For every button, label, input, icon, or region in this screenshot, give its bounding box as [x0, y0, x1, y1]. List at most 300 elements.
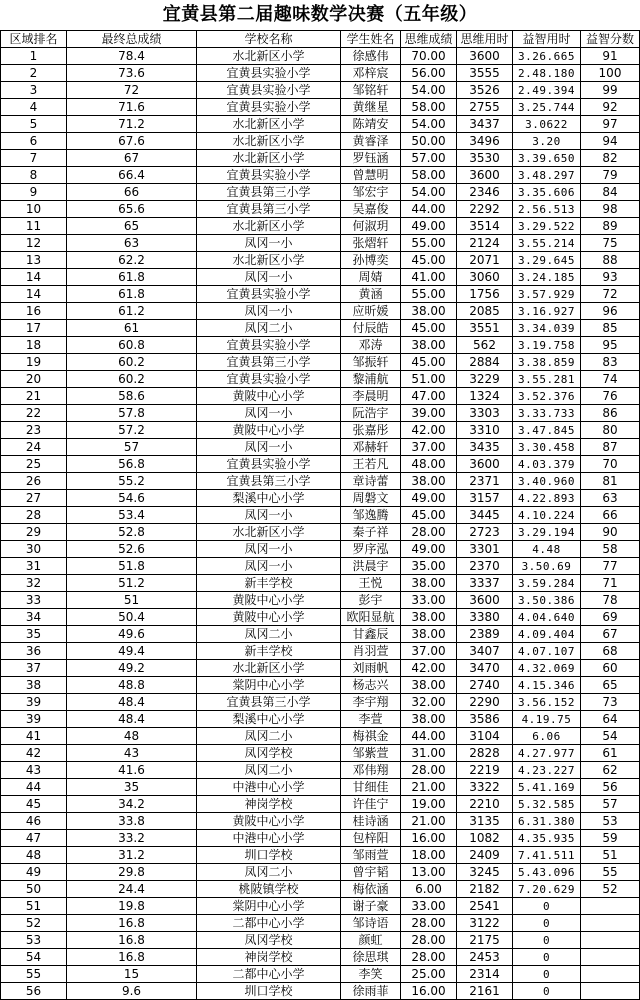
- cell-puzzle-time: 2.49.394: [513, 82, 581, 99]
- cell-student-name: 罗钰涵: [341, 150, 401, 167]
- cell-student-name: 邹紫萱: [341, 745, 401, 762]
- cell-total-score: 50.4: [67, 609, 197, 626]
- cell-rank: 32: [1, 575, 67, 592]
- cell-thinking-score: 55.00: [401, 235, 457, 252]
- cell-thinking-score: 49.00: [401, 541, 457, 558]
- cell-puzzle-time: 3.52.376: [513, 388, 581, 405]
- cell-student-name: 黎浦航: [341, 371, 401, 388]
- cell-total-score: 67.6: [67, 133, 197, 150]
- table-row: [1, 48, 640, 65]
- cell-total-score: 19.8: [67, 898, 197, 915]
- cell-rank: 16: [1, 303, 67, 320]
- cell-puzzle-score: 62: [581, 762, 640, 779]
- cell-total-score: 60.2: [67, 371, 197, 388]
- cell-total-score: 15: [67, 966, 197, 983]
- cell-rank: 13: [1, 252, 67, 269]
- page-title: 宜黄县第二届趣味数学决赛（五年级）: [162, 4, 478, 25]
- table-row: [1, 405, 640, 422]
- cell-student-name: 徐思琪: [341, 949, 401, 966]
- cell-puzzle-score: 68: [581, 643, 640, 660]
- cell-puzzle-score: [581, 966, 640, 983]
- cell-puzzle-time: 3.40.960: [513, 473, 581, 490]
- cell-student-name: 欧阳显航: [341, 609, 401, 626]
- cell-puzzle-score: 71: [581, 575, 640, 592]
- cell-total-score: 16.8: [67, 932, 197, 949]
- cell-rank: 51: [1, 898, 67, 915]
- cell-puzzle-time: 4.23.227: [513, 762, 581, 779]
- cell-rank: 27: [1, 490, 67, 507]
- cell-school: 圳口学校: [197, 983, 341, 1000]
- cell-school: 凤冈一小: [197, 235, 341, 252]
- cell-total-score: 49.4: [67, 643, 197, 660]
- cell-thinking-score: 6.00: [401, 881, 457, 898]
- cell-thinking-time: 3122: [457, 915, 513, 932]
- cell-thinking-time: 3060: [457, 269, 513, 286]
- cell-student-name: 邹诗语: [341, 915, 401, 932]
- cell-puzzle-time: 3.33.733: [513, 405, 581, 422]
- cell-school: 新丰学校: [197, 643, 341, 660]
- cell-student-name: 邓赫轩: [341, 439, 401, 456]
- cell-thinking-score: 50.00: [401, 133, 457, 150]
- cell-student-name: 刘雨帆: [341, 660, 401, 677]
- cell-thinking-time: 3157: [457, 490, 513, 507]
- cell-school: 二都中心小学: [197, 966, 341, 983]
- results-table: [0, 30, 640, 1000]
- cell-thinking-time: 2124: [457, 235, 513, 252]
- cell-rank: 43: [1, 762, 67, 779]
- table-row: [1, 966, 640, 983]
- cell-puzzle-score: 74: [581, 371, 640, 388]
- cell-puzzle-time: 3.25.744: [513, 99, 581, 116]
- table-row: [1, 830, 640, 847]
- cell-school: 凤冈二小: [197, 626, 341, 643]
- cell-rank: 14: [1, 269, 67, 286]
- cell-puzzle-score: 90: [581, 524, 640, 541]
- table-row: [1, 167, 640, 184]
- cell-thinking-time: 1082: [457, 830, 513, 847]
- table-row: [1, 932, 640, 949]
- cell-school: 宜黄县实验小学: [197, 286, 341, 303]
- cell-school: 凤冈二小: [197, 864, 341, 881]
- cell-thinking-score: 16.00: [401, 830, 457, 847]
- table-row: [1, 507, 640, 524]
- cell-thinking-time: 2219: [457, 762, 513, 779]
- cell-school: 宜黄县第三小学: [197, 473, 341, 490]
- cell-thinking-score: 38.00: [401, 677, 457, 694]
- cell-student-name: 黄睿泽: [341, 133, 401, 150]
- cell-thinking-score: 56.00: [401, 65, 457, 82]
- cell-school: 黄陂中心小学: [197, 422, 341, 439]
- cell-student-name: 曾宇韬: [341, 864, 401, 881]
- cell-school: 凤冈一小: [197, 558, 341, 575]
- cell-puzzle-time: 3.38.859: [513, 354, 581, 371]
- cell-thinking-time: 2371: [457, 473, 513, 490]
- cell-thinking-score: 38.00: [401, 575, 457, 592]
- cell-puzzle-score: 76: [581, 388, 640, 405]
- cell-puzzle-score: 77: [581, 558, 640, 575]
- cell-total-score: 51: [67, 592, 197, 609]
- table-row: [1, 354, 640, 371]
- cell-school: 凤冈一小: [197, 303, 341, 320]
- cell-puzzle-time: 3.59.284: [513, 575, 581, 592]
- table-row: [1, 439, 640, 456]
- cell-total-score: 51.8: [67, 558, 197, 575]
- cell-total-score: 16.8: [67, 949, 197, 966]
- cell-puzzle-score: 81: [581, 473, 640, 490]
- cell-thinking-time: 3555: [457, 65, 513, 82]
- table-row: [1, 99, 640, 116]
- cell-thinking-score: 42.00: [401, 422, 457, 439]
- cell-rank: 37: [1, 660, 67, 677]
- cell-thinking-score: 21.00: [401, 779, 457, 796]
- cell-school: 宜黄县实验小学: [197, 65, 341, 82]
- cell-rank: 42: [1, 745, 67, 762]
- cell-rank: 7: [1, 150, 67, 167]
- cell-student-name: 王若凡: [341, 456, 401, 473]
- cell-puzzle-score: 79: [581, 167, 640, 184]
- cell-rank: 14: [1, 286, 67, 303]
- cell-thinking-time: 2182: [457, 881, 513, 898]
- cell-rank: 24: [1, 439, 67, 456]
- table-row: [1, 184, 640, 201]
- header-rank: 区域排名: [1, 31, 67, 48]
- cell-student-name: 邓伟翔: [341, 762, 401, 779]
- table-row: [1, 592, 640, 609]
- cell-student-name: 李晨明: [341, 388, 401, 405]
- cell-school: 中港中心小学: [197, 779, 341, 796]
- cell-thinking-score: 38.00: [401, 303, 457, 320]
- cell-school: 凤冈一小: [197, 405, 341, 422]
- table-row: [1, 864, 640, 881]
- table-row: [1, 813, 640, 830]
- cell-rank: 50: [1, 881, 67, 898]
- cell-rank: 6: [1, 133, 67, 150]
- cell-rank: 8: [1, 167, 67, 184]
- cell-puzzle-time: 3.39.650: [513, 150, 581, 167]
- cell-thinking-score: 35.00: [401, 558, 457, 575]
- cell-thinking-time: 2290: [457, 694, 513, 711]
- cell-total-score: 55.2: [67, 473, 197, 490]
- cell-puzzle-score: 52: [581, 881, 640, 898]
- cell-puzzle-score: 78: [581, 592, 640, 609]
- cell-student-name: 周磐文: [341, 490, 401, 507]
- cell-student-name: 邹逸腾: [341, 507, 401, 524]
- cell-school: 水北新区小学: [197, 133, 341, 150]
- cell-total-score: 60.2: [67, 354, 197, 371]
- cell-total-score: 57: [67, 439, 197, 456]
- cell-student-name: 徐雨菲: [341, 983, 401, 1000]
- cell-total-score: 61.8: [67, 286, 197, 303]
- cell-thinking-score: 45.00: [401, 354, 457, 371]
- header-puzzle-time: 益智用时: [513, 31, 581, 48]
- cell-thinking-time: 2210: [457, 796, 513, 813]
- cell-puzzle-time: 2.56.513: [513, 201, 581, 218]
- cell-school: 梨溪中心小学: [197, 711, 341, 728]
- cell-student-name: 洪晨宇: [341, 558, 401, 575]
- cell-total-score: 57.2: [67, 422, 197, 439]
- table-row: [1, 286, 640, 303]
- cell-thinking-time: 562: [457, 337, 513, 354]
- table-row: [1, 65, 640, 82]
- cell-student-name: 张嘉彤: [341, 422, 401, 439]
- cell-total-score: 61.8: [67, 269, 197, 286]
- cell-puzzle-time: 3.19.758: [513, 337, 581, 354]
- cell-total-score: 57.8: [67, 405, 197, 422]
- cell-rank: 44: [1, 779, 67, 796]
- cell-puzzle-score: 91: [581, 48, 640, 65]
- cell-puzzle-time: 0: [513, 915, 581, 932]
- cell-puzzle-time: 3.16.927: [513, 303, 581, 320]
- cell-puzzle-time: 5.32.585: [513, 796, 581, 813]
- cell-school: 新丰学校: [197, 575, 341, 592]
- cell-rank: 35: [1, 626, 67, 643]
- cell-puzzle-time: 7.41.511: [513, 847, 581, 864]
- cell-student-name: 应昕媛: [341, 303, 401, 320]
- cell-thinking-score: 28.00: [401, 932, 457, 949]
- cell-thinking-score: 58.00: [401, 99, 457, 116]
- cell-student-name: 彭宇: [341, 592, 401, 609]
- cell-thinking-time: 2828: [457, 745, 513, 762]
- cell-rank: 20: [1, 371, 67, 388]
- cell-thinking-score: 28.00: [401, 762, 457, 779]
- table-row: [1, 524, 640, 541]
- cell-thinking-score: 37.00: [401, 439, 457, 456]
- cell-school: 凤冈一小: [197, 269, 341, 286]
- table-row: [1, 881, 640, 898]
- cell-puzzle-score: 70: [581, 456, 640, 473]
- cell-puzzle-time: 3.55.214: [513, 235, 581, 252]
- cell-rank: 31: [1, 558, 67, 575]
- table-row: [1, 626, 640, 643]
- cell-student-name: 甘细佳: [341, 779, 401, 796]
- cell-school: 宜黄县实验小学: [197, 167, 341, 184]
- table-row: [1, 660, 640, 677]
- cell-thinking-score: 25.00: [401, 966, 457, 983]
- cell-thinking-score: 39.00: [401, 405, 457, 422]
- cell-thinking-score: 44.00: [401, 201, 457, 218]
- cell-thinking-time: 3600: [457, 48, 513, 65]
- cell-puzzle-score: 94: [581, 133, 640, 150]
- cell-puzzle-time: 3.24.185: [513, 269, 581, 286]
- cell-total-score: 51.2: [67, 575, 197, 592]
- cell-rank: 38: [1, 677, 67, 694]
- cell-total-score: 73.6: [67, 65, 197, 82]
- cell-puzzle-time: 4.10.224: [513, 507, 581, 524]
- cell-rank: 30: [1, 541, 67, 558]
- cell-puzzle-score: 87: [581, 439, 640, 456]
- cell-thinking-time: 2161: [457, 983, 513, 1000]
- cell-puzzle-score: 67: [581, 626, 640, 643]
- cell-thinking-score: 45.00: [401, 507, 457, 524]
- cell-thinking-score: 18.00: [401, 847, 457, 864]
- cell-puzzle-score: 58: [581, 541, 640, 558]
- cell-thinking-time: 3322: [457, 779, 513, 796]
- cell-total-score: 71.2: [67, 116, 197, 133]
- cell-student-name: 甘鑫辰: [341, 626, 401, 643]
- cell-student-name: 李笑: [341, 966, 401, 983]
- cell-student-name: 吴嘉俊: [341, 201, 401, 218]
- cell-thinking-time: 2541: [457, 898, 513, 915]
- table-row: [1, 252, 640, 269]
- cell-rank: 12: [1, 235, 67, 252]
- cell-puzzle-time: 5.41.169: [513, 779, 581, 796]
- cell-total-score: 33.2: [67, 830, 197, 847]
- cell-student-name: 徐感伟: [341, 48, 401, 65]
- cell-thinking-score: 55.00: [401, 286, 457, 303]
- cell-school: 宜黄县实验小学: [197, 82, 341, 99]
- table-row: [1, 847, 640, 864]
- cell-rank: 36: [1, 643, 67, 660]
- cell-student-name: 孙博奕: [341, 252, 401, 269]
- table-row: [1, 694, 640, 711]
- cell-thinking-time: 3104: [457, 728, 513, 745]
- cell-school: 水北新区小学: [197, 48, 341, 65]
- cell-puzzle-score: 73: [581, 694, 640, 711]
- cell-total-score: 56.8: [67, 456, 197, 473]
- table-row: [1, 337, 640, 354]
- cell-school: 水北新区小学: [197, 660, 341, 677]
- cell-puzzle-score: 82: [581, 150, 640, 167]
- cell-school: 黄陂中心小学: [197, 609, 341, 626]
- cell-student-name: 王悦: [341, 575, 401, 592]
- cell-student-name: 李宇翔: [341, 694, 401, 711]
- cell-total-score: 48.4: [67, 694, 197, 711]
- cell-puzzle-time: 3.50.69: [513, 558, 581, 575]
- cell-puzzle-score: 95: [581, 337, 640, 354]
- cell-puzzle-score: 88: [581, 252, 640, 269]
- cell-rank: 5: [1, 116, 67, 133]
- cell-total-score: 63: [67, 235, 197, 252]
- table-row: [1, 201, 640, 218]
- cell-rank: 48: [1, 847, 67, 864]
- cell-puzzle-score: 86: [581, 405, 640, 422]
- cell-rank: 56: [1, 983, 67, 1000]
- cell-school: 宜黄县实验小学: [197, 371, 341, 388]
- cell-total-score: 71.6: [67, 99, 197, 116]
- cell-thinking-time: 3337: [457, 575, 513, 592]
- cell-puzzle-time: 5.43.096: [513, 864, 581, 881]
- cell-total-score: 54.6: [67, 490, 197, 507]
- cell-rank: 22: [1, 405, 67, 422]
- cell-thinking-time: 3301: [457, 541, 513, 558]
- cell-puzzle-score: 92: [581, 99, 640, 116]
- cell-student-name: 邹铭轩: [341, 82, 401, 99]
- cell-thinking-time: 2292: [457, 201, 513, 218]
- cell-rank: 53: [1, 932, 67, 949]
- cell-rank: 49: [1, 864, 67, 881]
- header-puzzle-score: 益智分数: [581, 31, 640, 48]
- cell-school: 宜黄县第三小学: [197, 201, 341, 218]
- table-row: [1, 898, 640, 915]
- cell-puzzle-score: 51: [581, 847, 640, 864]
- cell-puzzle-score: 84: [581, 184, 640, 201]
- cell-puzzle-time: 4.27.977: [513, 745, 581, 762]
- cell-thinking-score: 37.00: [401, 643, 457, 660]
- cell-puzzle-score: 89: [581, 218, 640, 235]
- cell-total-score: 61: [67, 320, 197, 337]
- header-student-name: 学生姓名: [341, 31, 401, 48]
- table-row: [1, 371, 640, 388]
- cell-school: 凤冈二小: [197, 320, 341, 337]
- cell-puzzle-time: 0: [513, 966, 581, 983]
- cell-school: 凤冈一小: [197, 507, 341, 524]
- cell-thinking-score: 28.00: [401, 915, 457, 932]
- cell-student-name: 李萱: [341, 711, 401, 728]
- cell-total-score: 72: [67, 82, 197, 99]
- cell-puzzle-time: 3.20: [513, 133, 581, 150]
- cell-thinking-score: 49.00: [401, 490, 457, 507]
- cell-thinking-score: 51.00: [401, 371, 457, 388]
- cell-puzzle-score: 72: [581, 286, 640, 303]
- cell-rank: 28: [1, 507, 67, 524]
- cell-thinking-time: 2755: [457, 99, 513, 116]
- cell-school: 神岗学校: [197, 796, 341, 813]
- cell-student-name: 包梓阳: [341, 830, 401, 847]
- cell-thinking-time: 3380: [457, 609, 513, 626]
- cell-thinking-time: 3514: [457, 218, 513, 235]
- cell-puzzle-time: 3.47.845: [513, 422, 581, 439]
- cell-puzzle-time: 3.29.194: [513, 524, 581, 541]
- cell-total-score: 61.2: [67, 303, 197, 320]
- cell-puzzle-time: 4.19.75: [513, 711, 581, 728]
- table-row: [1, 82, 640, 99]
- cell-total-score: 43: [67, 745, 197, 762]
- cell-puzzle-score: 80: [581, 422, 640, 439]
- cell-school: 凤冈二小: [197, 762, 341, 779]
- cell-student-name: 梅祺金: [341, 728, 401, 745]
- cell-total-score: 66: [67, 184, 197, 201]
- cell-puzzle-time: 3.48.297: [513, 167, 581, 184]
- cell-total-score: 49.2: [67, 660, 197, 677]
- cell-rank: 34: [1, 609, 67, 626]
- table-row: [1, 541, 640, 558]
- cell-thinking-time: 2453: [457, 949, 513, 966]
- cell-rank: 18: [1, 337, 67, 354]
- cell-total-score: 67: [67, 150, 197, 167]
- cell-total-score: 35: [67, 779, 197, 796]
- cell-total-score: 58.6: [67, 388, 197, 405]
- cell-school: 宜黄县第三小学: [197, 354, 341, 371]
- cell-school: 黄陂中心小学: [197, 388, 341, 405]
- cell-thinking-score: 38.00: [401, 609, 457, 626]
- cell-thinking-time: 1324: [457, 388, 513, 405]
- cell-puzzle-time: 4.22.893: [513, 490, 581, 507]
- cell-thinking-score: 54.00: [401, 82, 457, 99]
- cell-thinking-time: 3445: [457, 507, 513, 524]
- cell-total-score: 78.4: [67, 48, 197, 65]
- cell-puzzle-score: [581, 898, 640, 915]
- cell-thinking-score: 44.00: [401, 728, 457, 745]
- table-row: [1, 218, 640, 235]
- cell-puzzle-score: 63: [581, 490, 640, 507]
- cell-student-name: 杨志兴: [341, 677, 401, 694]
- cell-rank: 52: [1, 915, 67, 932]
- cell-thinking-time: 2723: [457, 524, 513, 541]
- table-row: [1, 762, 640, 779]
- cell-puzzle-time: 3.30.458: [513, 439, 581, 456]
- cell-thinking-time: 3496: [457, 133, 513, 150]
- cell-student-name: 秦子祥: [341, 524, 401, 541]
- cell-rank: 33: [1, 592, 67, 609]
- table-row: [1, 116, 640, 133]
- cell-thinking-score: 31.00: [401, 745, 457, 762]
- cell-thinking-time: 2740: [457, 677, 513, 694]
- cell-puzzle-time: 4.04.640: [513, 609, 581, 626]
- cell-student-name: 邓梓宸: [341, 65, 401, 82]
- cell-rank: 25: [1, 456, 67, 473]
- cell-puzzle-time: 3.34.039: [513, 320, 581, 337]
- cell-school: 凤冈学校: [197, 745, 341, 762]
